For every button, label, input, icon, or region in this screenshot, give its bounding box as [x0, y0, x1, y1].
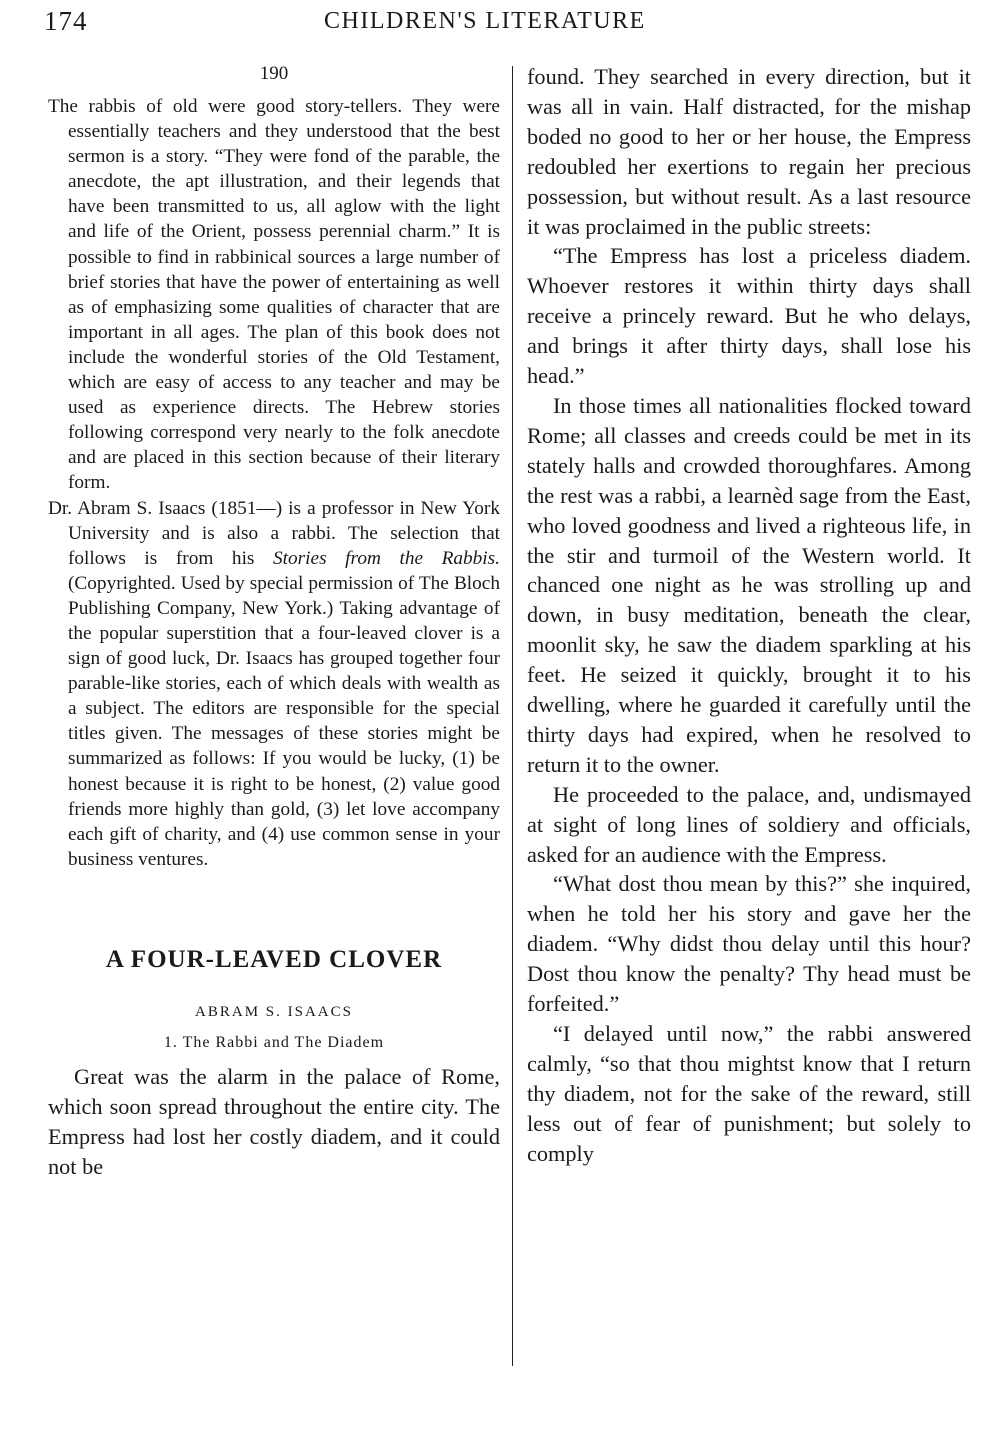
page-header: [44, 6, 974, 40]
column-divider: [512, 66, 513, 1366]
running-head: CHILDREN'S LITERATURE: [324, 8, 646, 34]
page-number: 174: [44, 6, 88, 36]
section-heading-text: 1. The Rabbi and The Diadem: [163, 1033, 385, 1051]
story-paragraph: found. They searched in every direction, but it was all in vain. Half distracted, for the mishap boded no good to her or her house, the Empress redoubled her exertions to regain her precious possession, but without result. As a last resource it was proclaimed in the public streets:: [527, 64, 971, 239]
story-paragraph: He proceeded to the palace, and, undismayed at sight of long lines of soldiery and officials, asked for an audience with the Empress.: [527, 781, 971, 867]
story-paragraph: “I delayed until now,” the rabbi answered calmly, “so that thou mightst know that I return thy diadem, not for the sake of the reward, still less out of fear of punishment; but solely to comply: [527, 1021, 971, 1166]
story-title: A FOUR-LEAVED CLOVER: [105, 945, 443, 973]
section-heading: [48, 1032, 500, 1054]
intro-text: (Copyrighted. Used by special permission of The Bloch Publishing Company, New York.) Taking advantage of the popular superstition that a four-leaved clover is a sign of good luck, Dr. Isaacs has grouped together four parable-like stories, each of which deals with wealth as a subject. The editors are responsible for the special titles given. The messages of these stories might be summarized as follows: If you would be lucky, (1) be honest because it is right to be honest, (2) value good friends more highly than gold, (3) let love accompany each gift of charity, and (4) use common sense in your business ventures.: [68, 572, 500, 870]
intro-text: Dr. Abram S. Isaacs (1851—) is a professor in New York University and is also a rabbi. The selection that follows is from his: [48, 497, 500, 569]
story-author: ABRAM S. ISAACS: [195, 1003, 353, 1020]
book-title: Stories from the Rabbis.: [273, 547, 500, 569]
story-paragraph: Great was the alarm in the palace of Rome, which soon spread throughout the entire city. The Empress had lost her costly diadem, and it could not be: [48, 1063, 500, 1179]
left-column: [48, 62, 500, 1182]
intro-paragraph-author: [48, 496, 500, 872]
story-paragraph: “What dost thou mean by this?” she inquired, when he told her his story and gave her the diadem. “Why didst thou delay until this hour? Dost thou know the penalty? Thy head must be forfeited.”: [527, 871, 971, 1017]
right-column: [527, 62, 971, 1169]
entry-number: 190: [259, 63, 289, 84]
story-paragraph: In those times all nationalities flocked toward Rome; all classes and creeds could be met in its stately halls and crowded thoroughfares. Among the rest was a rabbi, a learnèd sage from the East, who loved goodness and lived a righteous life, in the stir and turmoil of the Western world. It chanced one night as he was strolling up and down, in busy meditation, beneath the clear, moonlit sky, he saw the diadem sparkling at his feet. He seized it quickly, brought it to his dwelling, where he guarded it carefully until the thirty days had expired, when he resolved to return it to the owner.: [527, 392, 971, 777]
story-paragraph: “The Empress has lost a priceless diadem. Whoever restores it within thirty days shall receive a princely reward. But he who delays, and brings it after thirty days, shall lose his head.”: [527, 243, 971, 389]
intro-paragraph: The rabbis of old were good story-tellers. They were essentially teachers and they understood that the best sermon is a story. “They were fond of the parable, the anecdote, the apt illustration, and their legends that have been transmitted to us, all aglow with the light and life of the Orient, possess perennial charm.” It is possible to find in rabbinical sources a large number of brief stories that have the power of entertaining as well as of emphasizing some qualities of character that are important in all ages. The plan of this book does not include the wonderful stories of the Old Testament, which are easy of access to any teacher and may be used as experience directs. The Hebrew stories following correspond very nearly to the folk anecdote and are placed in this section because of their literary form.: [48, 96, 500, 494]
